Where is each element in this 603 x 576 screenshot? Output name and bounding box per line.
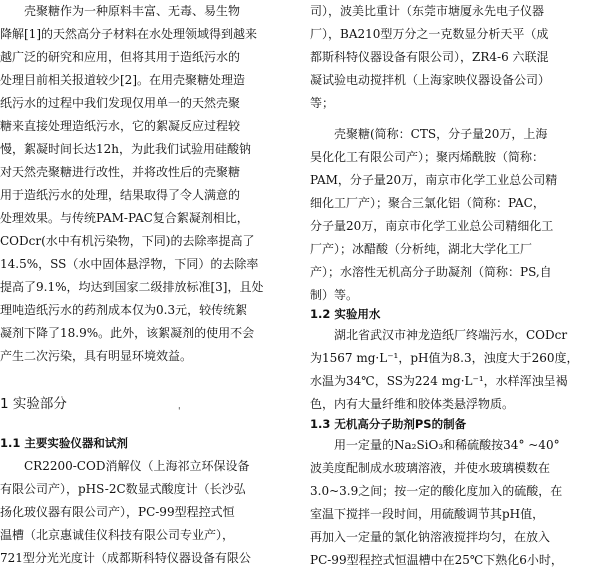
instruments-line: 扬化玻仪器有限公司产），PC-99型程控式恒 [0,505,235,519]
subsection-title-instruments: 1.1 主要实验仪器和试剂 [0,436,128,450]
instruments-line: 都斯科特仪器设备有限公司），ZR4-6 六联混 [310,50,549,64]
instruments-line: 有限公司产），pHS-2C数显式酸度计（长沙弘 [0,482,246,496]
reagents-line: 壳聚糖(简称：CTS，分子量20万，上海 [310,127,548,141]
intro-line: 提高了9.1%，均达到国家二级排放标准[3]，且处 [0,280,264,294]
intro-line: 14.5%，SS（水中固体悬浮物，下同）的去除率 [0,257,259,271]
reagents-line: 制）等。 [310,288,359,302]
intro-line: 降解[1]的天然高分子材料在水处理领域得到越来 [0,27,257,41]
water-line: 湖北省武汉市神龙造纸厂终端污水，CODcr [310,328,568,342]
water-line: 为1567 mg·L⁻¹，pH值为8.3，浊度大于260度， [310,351,579,365]
instruments-line: 721型分光光度计（成都斯科特仪器设备有限公 [0,551,251,565]
subsection-title-ps-prep: 1.3 无机高分子助剂PS的制备 [310,417,467,431]
intro-line: 慢，絮凝时间长达12h，为此我们试验用硅酸钠 [0,142,251,156]
intro-line: 壳聚糖作为一种原料丰富、无毒、易生物 [0,4,241,18]
instruments-line: 等； [310,96,335,110]
instruments-line: 司），波美比重计（东莞市塘厦永先电子仪器 [310,4,545,18]
instruments-line: 凝试验电动搅拌机（上海家映仪器设备公司） [310,73,551,87]
intro-line: 糖来直接处理造纸污水，它的絮凝反应过程较 [0,119,241,133]
instruments-line: 厂），BA210型万分之一克数显分析天平（成 [310,27,549,41]
water-line: 色，内有大量纤维和胶体类悬浮物质。 [310,397,515,411]
intro-line: 越广泛的研究和应用，但将其用于造纸污水的 [0,50,241,64]
ps-prep-line: PC-99型程控式恒温槽中在25℃下熟化6小时， [310,553,563,567]
intro-line: 处理效果。与传统PAM-PAC复合絮凝剂相比， [0,211,249,225]
subsection-title-water: 1.2 实验用水 [310,307,381,321]
instruments-line: 温槽（北京惠诚佳仪科技有限公司专业产）， [0,528,235,542]
water-line: 水温为34℃，SS为224 mg·L⁻¹，水样浑浊呈褐 [310,374,568,388]
intro-line: 理吨造纸污水的药剂成本仅为0.3元，较传统絮 [0,303,248,317]
intro-line: 用于造纸污水的处理，结果取得了令人满意的 [0,188,241,202]
ps-prep-line: 用一定量的Na₂SiO₃和稀硫酸按34° ~40° [310,438,560,452]
reagents-line: 产）；水溶性无机高分子助凝剂（简称：PS,自 [310,265,552,279]
reagents-line: 厂产）；冰醋酸（分析纯，湖北大学化工厂 [310,242,533,256]
intro-line: 对天然壳聚糖进行改性，并将改性后的壳聚糖 [0,165,241,179]
reagents-line: 细化工厂产）；聚合三氯化铝（简称：PAC， [310,196,545,210]
intro-line: CODcr(水中有机污染物，下同)的去除率提高了 [0,234,255,248]
intro-line: 产生二次污染，具有明显环境效益。 [0,349,193,363]
intro-line: 处理目前相关报道较少[2]。在用壳聚糖处理造 [0,73,245,87]
reagents-line: 昊化化工有限公司产）；聚丙烯酰胺（简称： [310,150,545,164]
section-title-experimental: 1 实验部分 [0,396,67,412]
reagents-line: 分子量20万，南京市化学工业总公司精细化工 [310,219,554,233]
intro-line: 纸污水的过程中我们发现仅用单一的天然壳聚 [0,96,241,110]
ps-prep-line: 波美度配制成水玻璃溶液，并使水玻璃模数在 [310,461,551,475]
ps-prep-line: 再加入一定量的氯化钠溶液搅拌均匀，在放入 [310,530,551,544]
ps-prep-line: 室温下搅拌一段时间，用硫酸调节其pH值， [310,507,545,521]
ps-prep-line: 3.0~3.9之间；按一定的酸化度加入的硫酸，在 [310,484,563,498]
instruments-line: CR2200-COD消解仪（上海祁立环保设备 [0,459,250,473]
reagents-line: PAM，分子量20万，南京市化学工业总公司精 [310,173,558,187]
intro-line: 凝剂下降了18.9%。此外，该絮凝剂的使用不会 [0,326,255,340]
stray-mark: ' [178,407,181,417]
